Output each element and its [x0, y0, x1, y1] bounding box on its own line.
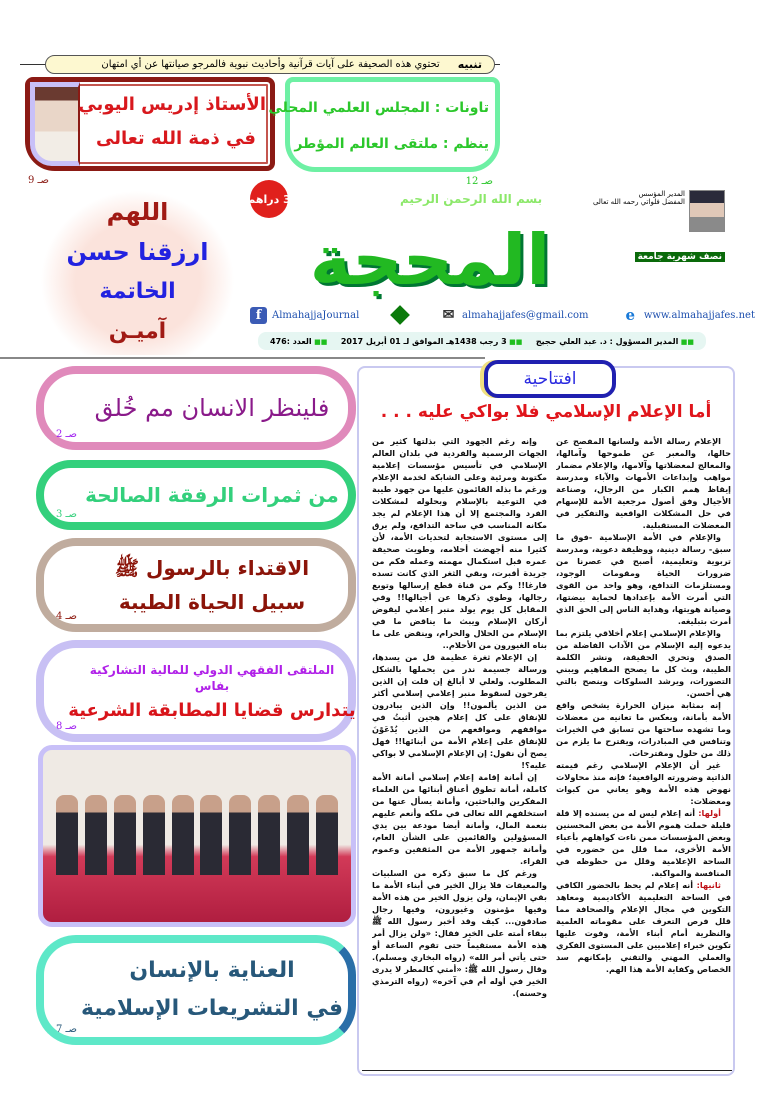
card-creation[interactable]: [36, 366, 356, 450]
card-title: من ثمرات الرفقة الصالحة: [85, 483, 339, 507]
masthead-subtitle: نصف شهرية جامعة: [635, 252, 725, 262]
card-prophet[interactable]: [36, 538, 356, 632]
email-text: almahajjafes@gmail.com: [462, 309, 589, 321]
prayer-line: اللهم: [106, 198, 169, 226]
facebook-icon: f: [250, 307, 267, 324]
masthead: [247, 180, 755, 301]
issue-info-bar: [258, 332, 706, 350]
paragraph: الإعلام رسالة الأمة ولسانها المفصح عن حالها، والمعبر عن طموحها وآمالها، والمعالج لمعضلاتها وآلامها، والإعلام مضمار مواهب وإبداعات الأمهات والآباء ومدرسة إيقاظ همم الكبار من الرجال، وصناعة الأجيال وفق أصول مرجعية الأمة للإسهام في حل المشكلات الواقعية والتفكير في المعضلات المستقبلية.: [556, 436, 731, 530]
issue-number: ■■ العدد :476: [270, 337, 327, 346]
notice-text: تحتوي هذه الصحيفة على آيات قرآنية وأحاديث نبوية فالمرجو صيانتها عن أي امتهان: [101, 59, 440, 70]
paragraph: إنه بمثابة ميزان الحرارة يشخص واقع الأمة بأمانة، ويعكس ما تعانيه من معضلات وما تشهده ساحتها من تسابق في الخيرات وتنافس في المبادرات، ويقترح ما يلزم من ذلك من حلول ومقترحات.: [556, 700, 731, 758]
page-ref: صـ 8: [56, 721, 77, 732]
card-title: الملتقى الفقهي الدولي للمالية التشاركية بفاس: [89, 662, 335, 693]
price-badge: 3 دراهم: [250, 180, 288, 218]
card-companionship[interactable]: [36, 460, 356, 530]
paragraph: والإعلام الإسلامي إعلام أخلاقي يلتزم بما يدعوه إليه الإسلام من الآداب الفاضلة من الصدق وتحري الحقيقة، ونشر الكلمة الطيبة، وبث كل ما يصحح المفاهيم ويبني التصورات، ويرشد السلوكات وينصح بالتي هي أحسن.: [556, 628, 731, 698]
paragraph: إن الإعلام ثغرة عظيمة قل من يسدها، ورسالة جسيمة ندر من يحملها بالشكل المطلوب. ولعلي لا أبالغ إن قلت إن الذين يفرحون لسقوط منبر إعلامي إسلامي أكثر من الذين يألمون!! وإن الذين يبادرون للإنفاق على كل إعلام هجين أثبتُ في مواقفهم ومواقعهم من الذين يُدْعَوْنَ للإنفاق على إعلام الأمة من أبنائها!! فهل يصح أن نقول: إن الإعلام الإسلامي لا بواكي عليه؟!: [372, 652, 547, 770]
paragraph: أنه إعلام لم يحظ بالحضور الكافي في الساحة التعليمية الأكاديمية ومعاهد التكوين في مجال الإعلام والصحافة مما قلل فرص التعرف على مقوماته العلمية والنظرية أمام أبناء الأمة، وفوت عليها تكوين خبراء إعلاميين على المستوى الفكري والعملي المهني والتقني بإمكانهم سد الخصاص وكفاية الأمة هذا الهم.: [556, 880, 731, 974]
paragraph: إن أمانة إقامة إعلام إسلامي أمانة الأمة كاملة، أمانة تطوق أعناق أبنائها من العلماء المفكرين والباحثين، وأمانة يسأل عنها من استخلفهم الله تعالى في ملكه وأنعم عليهم بنعمة المال، وأمانة أيضا مودعة بين يدي المسؤولين والقائمين على الشأن العام، وأمانة جمهور الأمة من المثقفين وعموم القراء.: [372, 772, 547, 866]
founder-title: المدير المؤسس: [638, 190, 685, 198]
card-title: العناية بالإنسان: [129, 958, 295, 983]
editorial-headline[interactable]: أما الإعلام الإسلامي فلا بواكي عليه . . .: [380, 402, 712, 422]
editorial-end-rule: [362, 1070, 732, 1071]
point-label: أولها:: [698, 808, 721, 818]
contact-links: [250, 305, 755, 325]
notice-label: تنبيه: [457, 58, 482, 71]
page-ref: صـ 7: [56, 1024, 77, 1035]
divider: [0, 357, 485, 359]
page-ref: صـ 12: [465, 176, 493, 187]
website-text: www.almahajjafes.net: [643, 309, 755, 321]
paragraph: غير أن الإعلام الإسلامي رغم قيمته الذاتية وضرورته الواقعية؛ فإنه منذ محاولات نهوض هذه الأمة وهو يعاني من كبوات ومعضلات:: [556, 760, 731, 806]
prayer-line: آميـن: [108, 319, 167, 344]
card-conference[interactable]: [36, 640, 356, 742]
notice-bar: [45, 55, 495, 74]
portrait-photo: [30, 82, 80, 166]
editorial-column-right: [556, 435, 731, 1065]
founder-block: [593, 190, 725, 232]
card-title: سبيل الحياة الطيبة: [118, 590, 306, 614]
founder-name: المفضل فلواتي رحمه الله تعالى: [592, 198, 685, 206]
editorial-tab: افتتاحية: [484, 360, 616, 398]
browser-icon: e: [625, 305, 636, 324]
people-figures: [53, 795, 341, 875]
banner-line: ينظم : ملتقى العالم المؤطر: [294, 136, 489, 152]
page-ref: صـ 3: [56, 509, 77, 520]
banner-line: الأستاذ إدريس اليوبي: [78, 94, 266, 115]
basmala-calligraphy: بسم الله الرحمن الرحيم: [400, 192, 543, 206]
paragraph: والإعلام في الأمة الإسلامية -فوق ما سبق- رسالة دينية، ووظيفة دعوية، ومدرسة تربوية وتعليمية، أصبح في عصرنا من ضرورات الحياة ومقومات الوجود، ومستلزمات التدافع، وهو واحد من القوى التي أمرت الأمة بإعدادها لحماية بيضتها، وصيانة هويتها، وهداية الناس إلى الحق الذي أمرت بتبليغه.: [556, 532, 731, 626]
founder-photo: [689, 190, 725, 232]
facebook-link[interactable]: [250, 307, 359, 324]
prayer-hands-image: [40, 190, 235, 355]
page-ref: صـ 4: [56, 611, 77, 622]
card-human-care[interactable]: [36, 935, 356, 1045]
prayer-line: ارزقنا حسن: [66, 238, 209, 266]
email-icon: ✉: [442, 306, 455, 323]
diamond-icon: [390, 305, 410, 325]
conference-group-photo: [38, 745, 356, 927]
director: ■■ المدير المسؤول : د. عبد العلي حجيج: [536, 337, 694, 346]
page-ref: صـ 2: [56, 429, 77, 440]
card-title: في التشريعات الإسلامية: [80, 996, 344, 1021]
point-label: ثانيها:: [696, 880, 721, 890]
email-link[interactable]: [440, 307, 588, 324]
facebook-text: AlmahajjaJournal: [272, 309, 360, 321]
banner-line: في ذمة الله تعالى: [96, 128, 256, 149]
banner-line: تاونات : المجلس العلمي المحلي: [268, 100, 489, 116]
card-title: فلينظر الانسان مم خُلق: [94, 394, 330, 422]
editorial-column-left: [372, 435, 547, 1065]
prayer-line: الخاتمة: [99, 279, 176, 304]
page-ref: صـ 9: [28, 175, 49, 186]
paragraph: وإنه رغم الجهود التي بذلتها كثير من الجهات الرسمية والفردية في بلدان العالم الإسلامي في تأسيس مؤسسات إعلامية مكتوبة ومرئية وعلى الشابكة لخدمة الإعلام ورغم ما بذله القائمون عليها من جهود طيبة في التوعية بالإسلام وبحلوله لمشكلات الفرد والمجتمع إلا أن هذا الإعلام لم يجد مكانه المناسب في ساحة التدافع، ولم يرق إلى مستوى الاستجابة لتحديات الأمة، لأن كثيرا منه أجهضت أحلامه، وطويت صحيفة عمره قبل استكمال مهمته وعمله فكم من جريدة أقبرت، وبقي الثغر الذي كانت تسده فارغا!! وكم من قناة قطع إرسالها وتوبع رجالها، وطوي ذكرها عن أجيالها!! وفي المقابل كل يوم يولد منبر إعلامي ليقوض أركان الإسلام ويبث ما يناقض ما في الإسلام من الحلال والحرام، وينقض على ما بناه الغيورون من الأحلام..: [372, 436, 547, 650]
website-link[interactable]: [622, 307, 755, 324]
taounate-banner[interactable]: [268, 77, 500, 187]
newspaper-logo: المحجة: [309, 219, 551, 301]
card-title: يتدارس قضايا المطابقة الشرعية: [68, 699, 356, 721]
obituary-banner[interactable]: [25, 77, 275, 186]
card-title: الاقتداء بالرسول ﷺ: [114, 556, 310, 580]
issue-date: ■■ 3 رجب 1438هـ الموافق لـ 01 أبريل 2017: [341, 337, 522, 346]
paragraph: ورغم كل ما سبق ذكره من السلبيات والمعيقات فلا يزال الخير في أبناء الأمة ما بقي الإيمان، ولن يزول الخير من هذه الأمة وفيها مؤمنون وغيورون، وفيها رجال صادقون... كيف وقد أخبر رسول الله ﷺ ببقاء أمته على الخير فقال: «ولن يزال أمر هذه الأمة مستقيماً حتى تقوم الساعة أو حتى يأتي أمر الله» (رواه البخاري ومسلم). وقال رسول الله ﷺ: «أمتي كالمطر لا يدرى الخير في أوله أم في آخره» (رواه الترمذي وحسنه).: [372, 868, 547, 998]
paragraph: أنه إعلام ليس له من يسنده إلا قلة قليلة حملت هموم الأمة من بعض المحسنين وبعض المؤسسات ممن ناءت كواهلهم بأعباء الأمة الأخرى، مما قلل من حضوره في الساحة الإعلامية وقلل من حظوظه في المنافسة والمواكبة.: [556, 808, 731, 878]
